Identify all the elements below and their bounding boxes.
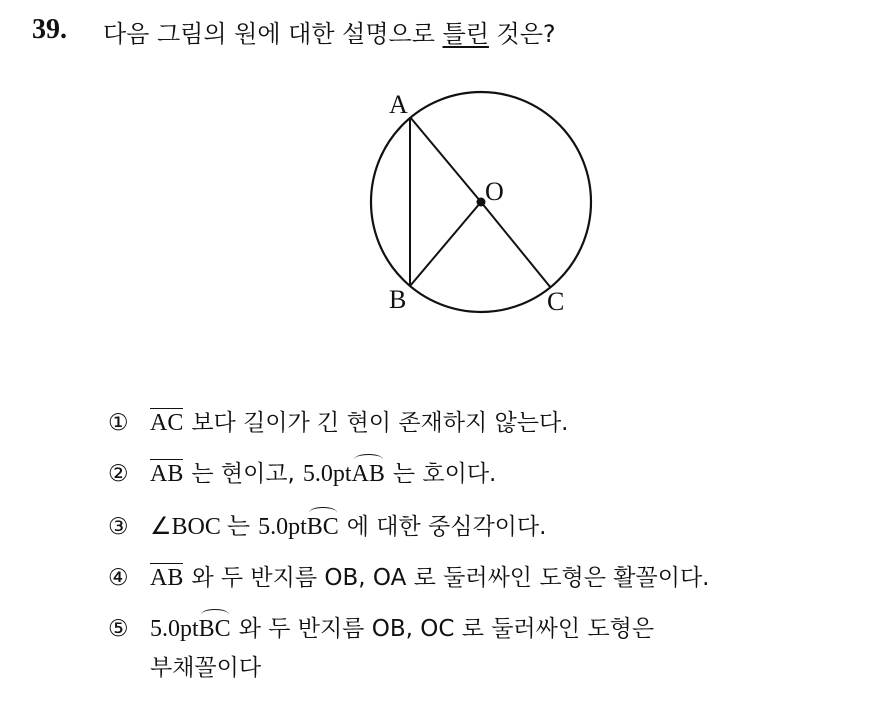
option-prefix: 5.0pt [150, 616, 199, 642]
option-number: ① [108, 410, 129, 436]
option-3[interactable] [108, 506, 868, 541]
radius-oa [410, 117, 481, 202]
option-text: 에 대한 중심각이다. [346, 514, 547, 540]
label-o: O [485, 177, 504, 206]
option-text: 와 두 반지름 OB, OA 로 둘러싸인 도형은 활꼴이다. [191, 565, 710, 591]
label-c: C [547, 287, 565, 316]
option-4[interactable] [108, 559, 868, 592]
arc-label: BC [306, 514, 339, 540]
option-prefix: 5.0pt [258, 514, 307, 540]
segment-label: AC [150, 410, 184, 436]
question-text-underlined: 틀린 [442, 20, 489, 48]
option-lead: ∠BOC 는 [150, 514, 251, 540]
label-b: B [389, 285, 407, 314]
option-number: ③ [108, 514, 129, 540]
radius-oc [481, 202, 551, 288]
option-2[interactable] [108, 455, 868, 488]
option-text: 는 호이다. [392, 461, 497, 487]
arc-label: AB [351, 461, 385, 487]
option-number: ④ [108, 565, 129, 591]
option-text: 는 현이고, [191, 461, 295, 487]
options-list [108, 404, 868, 700]
option-text: 와 두 반지름 OB, OC 로 둘러싸인 도형은 [238, 616, 655, 642]
segment-label: AB [150, 565, 184, 591]
label-a: A [389, 90, 408, 119]
question-text-before: 다음 그림의 원에 대한 설명으로 [103, 20, 443, 48]
arc-label: BC [198, 616, 231, 642]
option-number: ⑤ [108, 616, 129, 642]
option-number: ② [108, 461, 129, 487]
option-prefix: 5.0pt [302, 461, 352, 487]
option-1[interactable] [108, 404, 868, 437]
option-5[interactable] [108, 610, 868, 643]
option-text: 보다 길이가 긴 현이 존재하지 않는다. [191, 410, 569, 436]
radius-ob [410, 202, 481, 286]
option-5-continuation [108, 649, 868, 682]
option-text: 부채꼴이다 [150, 655, 262, 681]
question-number: 39. [32, 14, 67, 45]
segment-label: AB [150, 461, 184, 487]
question-text-after: 것은? [488, 20, 556, 48]
